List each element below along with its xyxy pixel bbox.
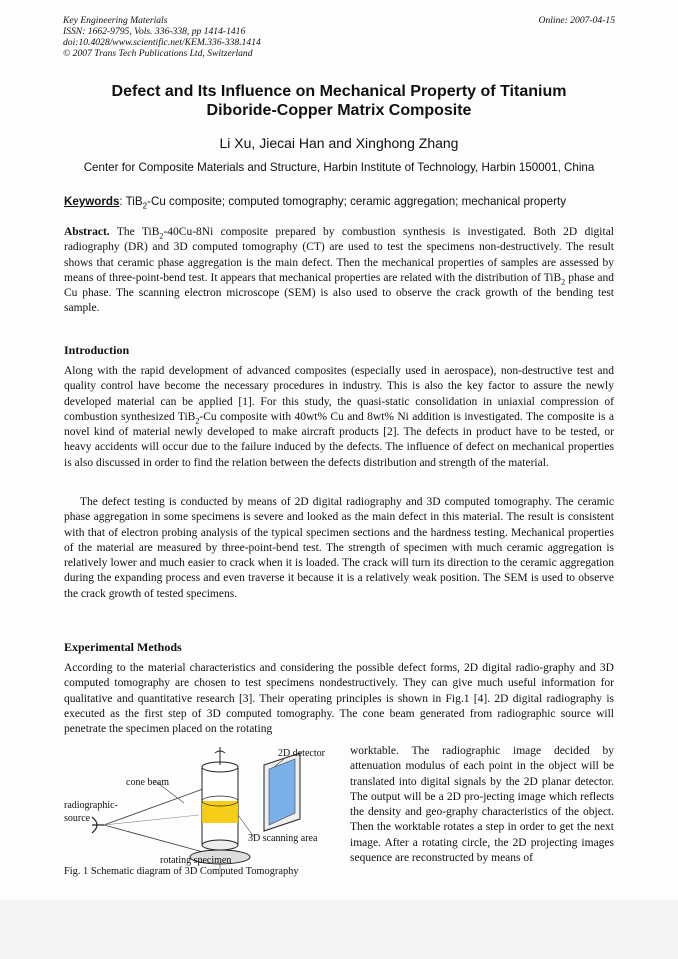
title-line-1: Defect and Its Influence on Mechanical Property of Titanium <box>111 83 567 100</box>
methods-paragraph-2: worktable. The radiographic image decided by attenuation modulus of each point in the object will be translated into digital signals by the 2D planar detector. The output will be a 2D pro-jecting image which reflects the density and geo-graphy characteristics of the object. Then the worktable rotates a step in order to get the next image. After a rotating circle, the 2D projecting images sequence are reconstructed by means of <box>350 745 614 865</box>
doi: doi:10.4028/www.scientific.net/KEM.336-338.1414 <box>63 37 261 48</box>
affiliation: Center for Composite Materials and Structure, Harbin Institute of Technology, Harbin 150001, China <box>83 161 595 174</box>
issn: ISSN: 1662-9795, Vols. 336-338, pp 1414-1416 <box>63 26 246 37</box>
label-text: radiographic- <box>64 800 118 811</box>
paragraph-text: Along with the rapid development of advanced composites (especially used in aerospace), non-destructive test and quality control have become the necessary procedures in industry. This is also the key factor to assure the newly developed material can be applied [1]. For this study, the quasi-static consolidation in uniaxial compression of combustion synthesized TiB <box>64 365 614 423</box>
abstract <box>64 225 614 317</box>
introduction-heading: Introduction <box>64 343 130 357</box>
subscript: 2 <box>561 277 566 287</box>
abstract-label: Abstract. <box>64 226 110 238</box>
specimen-cylinder-icon <box>202 747 238 850</box>
label-2d-detector: 2D detector <box>278 748 325 759</box>
figure-1 <box>64 745 344 885</box>
methods-heading: Experimental Methods <box>64 640 182 654</box>
title-line-2: Diboride-Copper Matrix Composite <box>206 102 472 119</box>
publication-info <box>63 15 261 59</box>
label-rotating-specimen: rotating specimen <box>160 855 232 866</box>
keywords-text: : TiB <box>119 195 143 208</box>
copyright: © 2007 Trans Tech Publications Ltd, Switzerland <box>63 48 253 59</box>
authors: Li Xu, Jiecai Han and Xinghong Zhang <box>219 135 459 151</box>
label-radiographic-source <box>64 799 118 825</box>
cone-beam-icon <box>104 785 214 855</box>
methods-paragraph-1: According to the material characteristics and considering the possible defect forms, 2D digital radio-graphy and 3D computed tomography are chosen to test specimens nondestructively. They can give much useful information for qualitative and quantitative research [3]. Their operating principles is shown in Fig.1 [4]. 2D digital radiography is executed as the first step of 3D computed tomography. The cone beam generated from radiographic source will penetrate the specimen placed on the rotating <box>64 662 614 736</box>
journal-name: Key Engineering Materials <box>63 15 168 26</box>
paper-title <box>40 82 638 120</box>
label-3d-scanning-area: 3D scanning area <box>248 833 318 844</box>
detector-icon <box>264 753 300 831</box>
figure-1-caption: Fig. 1 Schematic diagram of 3D Computed Tomography <box>64 866 299 877</box>
subscript: 2 <box>195 416 200 426</box>
subscript: 2 <box>159 231 164 241</box>
introduction-paragraph-1 <box>64 364 614 471</box>
paragraph-text: -Cu composite with 40wt% Cu and 8wt% Ni addition is investigated. The composite is a novel kind of material newly developed to make aircraft products [2]. The defects in product have to be tested, or heavy accidents will occur due to the failure induced by the defects. The influence of defect on mechanical properties is also discussed in order to find the relation between the defects distribution and strength of the material. <box>64 410 614 469</box>
keywords-text: -Cu composite; computed tomography; ceramic aggregation; mechanical property <box>147 195 567 208</box>
keywords <box>64 195 624 211</box>
abstract-text: -40Cu-8Ni composite prepared by combustion synthesis is investigated. Both 2D digital radiography (DR) and 3D computed tomography (CT) are used to test the specimens non-destructively. The result shows that ceramic phase aggregation is the main defect. Then the mechanical properties of samples are assessed by means of three-point-bend test. It appears that mechanical properties are related with the distribution of TiB <box>64 226 614 284</box>
online-date: Online: 2007-04-15 <box>538 15 615 26</box>
keywords-label: Keywords <box>64 195 120 208</box>
page-footer <box>0 900 678 959</box>
abstract-text: The TiB <box>109 226 160 238</box>
introduction-paragraph-2: The defect testing is conducted by means of 2D digital radiography and 3D computed tomography. The ceramic phase aggregation in some specimens is severe and looked as the main defect in this material. The result is consistent with that of electron probing analysis of the typical specimen sections and the hardness testing. Mechanical properties of the material are measured by three-point-bend test. The strength of specimen with much ceramic aggregation is relatively lower and much easier to crack when it is loaded. The crack will turn its direction to the ceramic aggregation during the expanding process and even traverse it because it is a relatively weak position. The SEM is used to observe the crack growth of tested specimens. <box>64 496 614 600</box>
label-cone-beam: cone beam <box>126 777 170 788</box>
label-text: source <box>64 813 91 824</box>
subscript: 2 <box>142 201 148 211</box>
abstract-text: phase and Cu phase. The scanning electron microscope (SEM) is also used to observe the crack growth of the bending test sample. <box>64 271 614 315</box>
